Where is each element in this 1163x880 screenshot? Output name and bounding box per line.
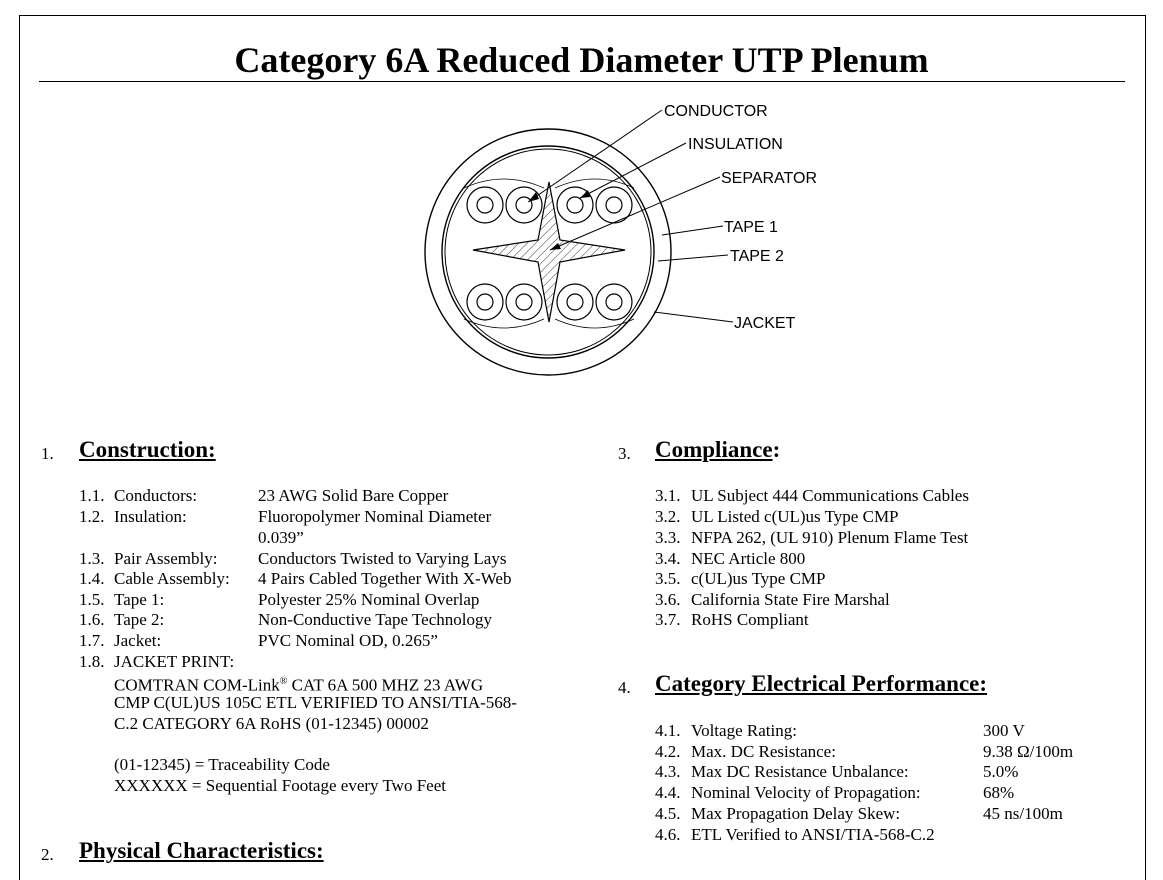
title-underline: [39, 81, 1125, 82]
jacket-print-line-1: COMTRAN COM-Link® CAT 6A 500 MHZ 23 AWG: [114, 675, 484, 695]
separator-cross: [473, 182, 625, 322]
jacket-print-line-3: C.2 CATEGORY 6A RoHS (01-12345) 00002: [114, 714, 429, 733]
list-item: 4.2. Max. DC Resistance: 9.38 Ω/100m: [655, 742, 1074, 761]
list-item: 1.3. Pair Assembly: Conductors Twisted to Varying Lays: [79, 549, 507, 568]
sequential-footage-note: XXXXXX = Sequential Footage every Two Feet: [114, 776, 446, 795]
label-tape-2: TAPE 2: [730, 248, 784, 265]
list-item: 1.2. Insulation: Fluoropolymer Nominal Diameter: [79, 507, 492, 526]
list-item: 3.7. RoHS Compliant: [655, 610, 809, 629]
electrical-number: 4.: [618, 678, 631, 697]
traceability-code-note: (01-12345) = Traceability Code: [114, 755, 330, 774]
list-item: 3.4. NEC Article 800: [655, 549, 806, 568]
list-item: 4.3. Max DC Resistance Unbalance: 5.0%: [655, 762, 1019, 781]
label-tape-1: TAPE 1: [724, 219, 778, 236]
list-item: 3.2. UL Listed c(UL)us Type CMP: [655, 507, 899, 526]
list-item: 4.6. ETL Verified to ANSI/TIA-568-C.2: [655, 825, 935, 844]
page-border-top: [19, 15, 1146, 16]
label-jacket: JACKET: [734, 315, 796, 332]
list-item: 1.8. JACKET PRINT:: [79, 652, 235, 671]
page-border-left: [19, 15, 20, 880]
construction-heading: Construction:: [79, 437, 216, 462]
label-conductor: CONDUCTOR: [664, 103, 768, 120]
list-item: 4.5. Max Propagation Delay Skew: 45 ns/100m: [655, 804, 1063, 823]
list-item: 3.6. California State Fire Marshal: [655, 590, 890, 609]
list-item: 4.4. Nominal Velocity of Propagation: 68%: [655, 783, 1015, 802]
page-border-right: [1145, 15, 1146, 880]
list-item: 1.4. Cable Assembly: 4 Pairs Cabled Together With X-Web: [79, 569, 512, 588]
compliance-number: 3.: [618, 444, 631, 463]
cable-cross-section-diagram: [400, 90, 840, 400]
electrical-heading: Category Electrical Performance:: [655, 671, 988, 696]
list-item: 1.1. Conductors: 23 AWG Solid Bare Copper: [79, 486, 449, 505]
list-item-continuation: 0.039”: [258, 528, 304, 547]
physical-number: 2.: [41, 845, 54, 864]
construction-number: 1.: [41, 444, 54, 463]
list-item: 4.1. Voltage Rating: 300 V: [655, 721, 1025, 740]
list-item: 3.1. UL Subject 444 Communications Cables: [655, 486, 969, 505]
page-title: Category 6A Reduced Diameter UTP Plenum: [234, 40, 929, 80]
compliance-heading: Compliance:: [655, 437, 781, 462]
list-item: 1.7. Jacket: PVC Nominal OD, 0.265”: [79, 631, 438, 650]
list-item: 1.5. Tape 1: Polyester 25% Nominal Overlap: [79, 590, 480, 609]
list-item: 3.5. c(UL)us Type CMP: [655, 569, 826, 588]
jacket-print-line-2: CMP C(UL)US 105C ETL VERIFIED TO ANSI/TIA-568-: [114, 693, 517, 712]
label-insulation: INSULATION: [688, 136, 783, 153]
physical-heading: Physical Characteristics:: [79, 838, 324, 863]
label-separator: SEPARATOR: [721, 170, 818, 187]
list-item: 3.3. NFPA 262, (UL 910) Plenum Flame Test: [655, 528, 969, 547]
list-item: 1.6. Tape 2: Non-Conductive Tape Technology: [79, 610, 492, 629]
